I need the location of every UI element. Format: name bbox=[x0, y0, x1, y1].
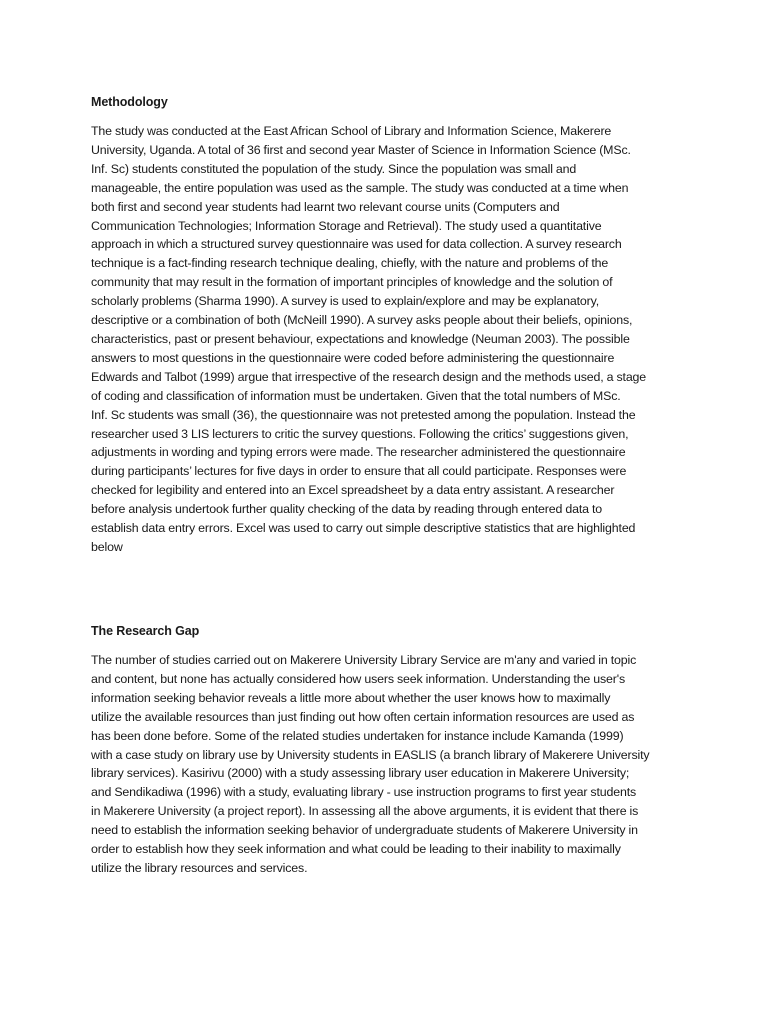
paragraph-line: The number of studies carried out on Makerere University Library Service are m'any and varied in topic bbox=[91, 653, 637, 667]
paragraph-line: Communication Technologies; Information Storage and Retrieval). The study used a quantitative bbox=[91, 218, 602, 233]
paragraph-line: in Makerere University (a project report). In assessing all the above arguments, it is evident that there is bbox=[91, 804, 639, 819]
paragraph-line: answers to most questions in the questionnaire were coded before administering the questionnaire bbox=[91, 350, 615, 365]
paragraph-line: researcher used 3 LIS lecturers to critic the survey questions. Following the critics’ suggestions given, bbox=[91, 426, 629, 441]
paragraph-line: community that may result in the formation of important principles of knowledge and the solution of bbox=[91, 275, 613, 290]
paragraph-line: establish data entry errors. Excel was used to carry out simple descriptive statistics that are highlighted bbox=[91, 521, 636, 536]
paragraph-line: before analysis undertook further quality checking of the data by reading through entered data to bbox=[91, 502, 602, 517]
paragraph-line: Inf. Sc) students constituted the population of the study. Since the population was small and bbox=[91, 161, 577, 176]
paragraph-line: need to establish the information seeking behavior of undergraduate students of Makerere University in bbox=[91, 823, 638, 838]
paragraph-line: scholarly problems (Sharma 1990). A survey is used to explain/explore and may be explanatory, bbox=[91, 294, 600, 309]
research-gap-paragraph bbox=[91, 651, 679, 878]
paragraph-line: and content, but none has actually considered how users seek information. Understanding the user's bbox=[91, 671, 626, 686]
methodology-paragraph bbox=[91, 122, 679, 557]
paragraph-line: and Sendikadiwa (1996) with a study, evaluating library - use instruction programs to first year students bbox=[91, 785, 637, 800]
section-heading-methodology: Methodology bbox=[91, 95, 168, 109]
paragraph-line: utilize the available resources than just finding out how often certain information resources are used as bbox=[91, 709, 635, 724]
paragraph-line: manageable, the entire population was used as the sample. The study was conducted at a time when bbox=[91, 180, 629, 195]
paragraph-line: The study was conducted at the East African School of Library and Information Science, Makerere bbox=[91, 124, 612, 138]
paragraph-line: technique is a fact-finding research technique dealing, chiefly, with the nature and problems of the bbox=[91, 256, 609, 271]
paragraph-line: utilize the library resources and services. bbox=[91, 860, 308, 875]
paragraph-line: during participants’ lectures for five days in order to ensure that all could participate. Responses were bbox=[91, 464, 627, 479]
paragraph-line: characteristics, past or present behaviour, expectations and knowledge (Neuman 2003). The possible bbox=[91, 331, 630, 346]
paragraph-line: of coding and classification of information must be undertaken. Given that the total numbers of MSc. bbox=[91, 388, 621, 403]
paragraph-line: order to establish how they seek information and what could be leading to their inability to maximally bbox=[91, 842, 621, 857]
paragraph-line: University, Uganda. A total of 36 first and second year Master of Science in Information Science (MSc. bbox=[91, 142, 631, 157]
paragraph-line: Inf. Sc students was small (36), the questionnaire was not pretested among the population. Instead the bbox=[91, 407, 636, 422]
paragraph-line: information seeking behavior reveals a little more about whether the user knows how to maximally bbox=[91, 690, 611, 705]
paragraph-line: with a case study on library use by University students in EASLIS (a branch library of Makerere University bbox=[91, 747, 650, 762]
paragraph-line: has been done before. Some of the related studies undertaken for instance include Kamanda (1999) bbox=[91, 728, 624, 743]
paragraph-line: both first and second year students had learnt two relevant course units (Computers and bbox=[91, 199, 560, 214]
section-heading-research-gap: The Research Gap bbox=[91, 624, 200, 638]
paragraph-line: descriptive or a combination of both (McNeill 1990). A survey asks people about their beliefs, opinions, bbox=[91, 313, 633, 328]
paragraph-line: library services). Kasirivu (2000) with a study assessing library user education in Makerere University; bbox=[91, 766, 630, 781]
paragraph-line: adjustments in wording and typing errors were made. The researcher administered the questionnaire bbox=[91, 445, 626, 460]
paragraph-line: Edwards and Talbot (1999) argue that irrespective of the research design and the methods used, a stage bbox=[91, 369, 647, 384]
paragraph-line: below bbox=[91, 539, 123, 554]
paragraph-line: approach in which a structured survey questionnaire was used for data collection. A survey research bbox=[91, 237, 622, 252]
paragraph-line: checked for legibility and entered into an Excel spreadsheet by a data entry assistant. A researcher bbox=[91, 483, 615, 498]
